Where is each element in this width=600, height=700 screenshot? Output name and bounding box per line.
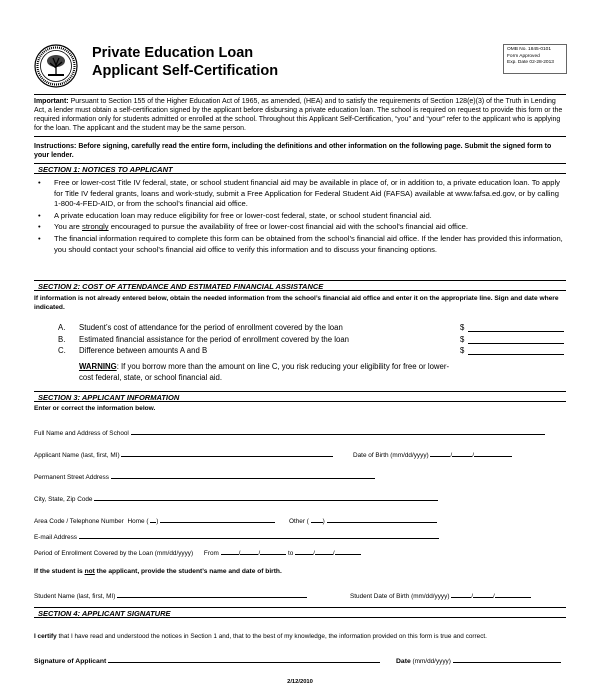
school-field[interactable] (131, 426, 545, 435)
street-row: Permanent Street Address (34, 470, 375, 482)
important-label: Important: (34, 98, 69, 105)
instructions-text: Before signing, carefully read the entire form, including the definitions and other information on the following page. Submit the signed form to your lender. (34, 143, 552, 159)
student-dob-row: Student Date of Birth (mm/dd/yyyy) / / (350, 589, 531, 601)
omb-number: OMB No. 1845-0101 (507, 47, 551, 52)
notice-item: • You are strongly encouraged to pursue the availability of free or lower-cost financial aid with the school’s financial aid office. (34, 222, 564, 233)
dob-year-field[interactable] (474, 448, 512, 457)
applicant-name-row: Applicant Name (last, first, MI) (34, 448, 333, 460)
instructions-label: Instructions: (34, 143, 77, 150)
section1-heading: SECTION 1: NOTICES TO APPLICANT (34, 163, 566, 174)
student-not-applicant-note: If the student is not the applicant, provide the student’s name and date of birth. (34, 568, 282, 575)
city-row: City, State, Zip Code (34, 492, 438, 504)
warning-text: WARNING: If you borrow more than the amount on line C, you risk reducing your eligibility for free or lower-cost federal, state, or school financial aid. (79, 362, 450, 382)
notice-item: • The financial information required to complete this form can be obtained from the school’s financial aid office. If the lender has provided this information, you should contact your school’s financial aid office to verify this information and to discuss your financing options. (34, 234, 564, 255)
cost-item-a: A. Student’s cost of attendance for the period of enrollment covered by the loan $ (34, 322, 566, 334)
dob-month-field[interactable] (430, 448, 450, 457)
important-divider (34, 136, 566, 137)
street-field[interactable] (111, 470, 375, 479)
city-field[interactable] (94, 492, 438, 501)
form-title-line1: Private Education Loan (92, 45, 254, 61)
cost-b-field[interactable] (468, 335, 564, 344)
footer-date: 2/12/2010 (287, 679, 313, 685)
omb-box (503, 44, 567, 74)
important-text: Pursuant to Section 155 of the Higher Education Act of 1965, as amended, (HEA) and to satisfy the requirements of Section 128(e)(3) of the Truth in Lending Act, a lender must obtain a self-certification signed by the applicant before disbursing a private education loan. The school is required on request to provide this form or the required information only for students admitted or enrolled at the school. Throughout this Applicant Self-Certification, “you” and “your” refer to the applicant who is applying for the loan. The applicant and the student may be the same person. (34, 98, 563, 132)
other-area-code-field[interactable] (311, 514, 323, 523)
period-to-year-field[interactable] (335, 546, 361, 555)
student-dob-day-field[interactable] (473, 589, 493, 598)
signature-date-row: Date (mm/dd/yyyy) (396, 654, 561, 666)
email-field[interactable] (79, 530, 439, 539)
signature-row: Signature of Applicant (34, 654, 380, 666)
cost-item-b: B. Estimated financial assistance for the period of enrollment covered by the loan $ (34, 334, 566, 346)
home-phone-field[interactable] (160, 514, 275, 523)
warning-label: WARNING (79, 362, 117, 371)
section2-heading: SECTION 2: COST OF ATTENDANCE AND ESTIMATED FINANCIAL ASSISTANCE (34, 280, 566, 291)
student-name-field[interactable] (117, 589, 307, 598)
period-to-day-field[interactable] (315, 546, 333, 555)
student-dob-year-field[interactable] (495, 589, 531, 598)
section3-heading: SECTION 3: APPLICANT INFORMATION (34, 391, 566, 402)
notices-list (34, 178, 564, 256)
notice-item: • Free or lower-cost Title IV federal, state, or school student financial aid may be available in place of, or in addition to, a private education loan. To apply for Title IV federal grants, loans and work-study, submit a Free Application for Federal Student Aid (FAFSA) available at www.fafsa.ed.gov, or by calling 1-800-4-FED-AID, or from the school’s financial aid office. (34, 178, 564, 210)
period-to-month-field[interactable] (295, 546, 313, 555)
period-from-year-field[interactable] (260, 546, 286, 555)
cost-a-field[interactable] (468, 323, 564, 332)
cost-items (34, 322, 566, 357)
dob-row: Date of Birth (mm/dd/yyyy) / / (353, 448, 512, 460)
omb-status: Form Approved (507, 53, 540, 59)
cost-c-field[interactable] (468, 346, 564, 355)
form-title (92, 44, 278, 80)
omb-expiration: Exp. Date 02-28-2013 (507, 60, 554, 65)
emphasis-strongly: strongly (82, 222, 109, 232)
other-phone-field[interactable] (327, 514, 437, 523)
student-dob-month-field[interactable] (451, 589, 471, 598)
department-seal-logo (34, 44, 78, 88)
section3-intro: Enter or correct the information below. (34, 405, 156, 412)
phone-row: Area Code / Telephone Number Home ( ) Other ( ) (34, 514, 437, 526)
form-title-line2: Applicant Self-Certification (92, 63, 279, 79)
period-from-day-field[interactable] (240, 546, 258, 555)
certification-statement: I certify that I have read and understood the notices in Section 1 and, that to the best of my knowledge, the information provided on this form is true and correct. (34, 633, 487, 640)
signature-field[interactable] (108, 654, 380, 663)
school-row: Full Name and Address of School (34, 426, 545, 438)
dob-day-field[interactable] (452, 448, 472, 457)
important-paragraph (34, 97, 566, 133)
instructions-paragraph (34, 142, 566, 160)
student-name-row: Student Name (last, first, MI) (34, 589, 307, 601)
period-from-month-field[interactable] (221, 546, 239, 555)
section4-heading: SECTION 4: APPLICANT SIGNATURE (34, 607, 566, 618)
cost-item-c: C. Difference between amounts A and B $ (34, 345, 566, 357)
email-row: E-mail Address (34, 530, 439, 542)
section2-intro: If information is not already entered below, obtain the needed information from the school’s financial aid office and enter it on the appropriate line. Sign and date where indicated. (34, 295, 559, 311)
period-row: Period of Enrollment Covered by the Loan (mm/dd/yyyy) From / / to / / (34, 546, 361, 558)
notice-item: • A private education loan may reduce eligibility for free or lower-cost federal, state, or school student financial aid. (34, 211, 564, 222)
applicant-name-field[interactable] (121, 448, 333, 457)
header-divider (34, 94, 566, 95)
signature-date-field[interactable] (453, 654, 561, 663)
